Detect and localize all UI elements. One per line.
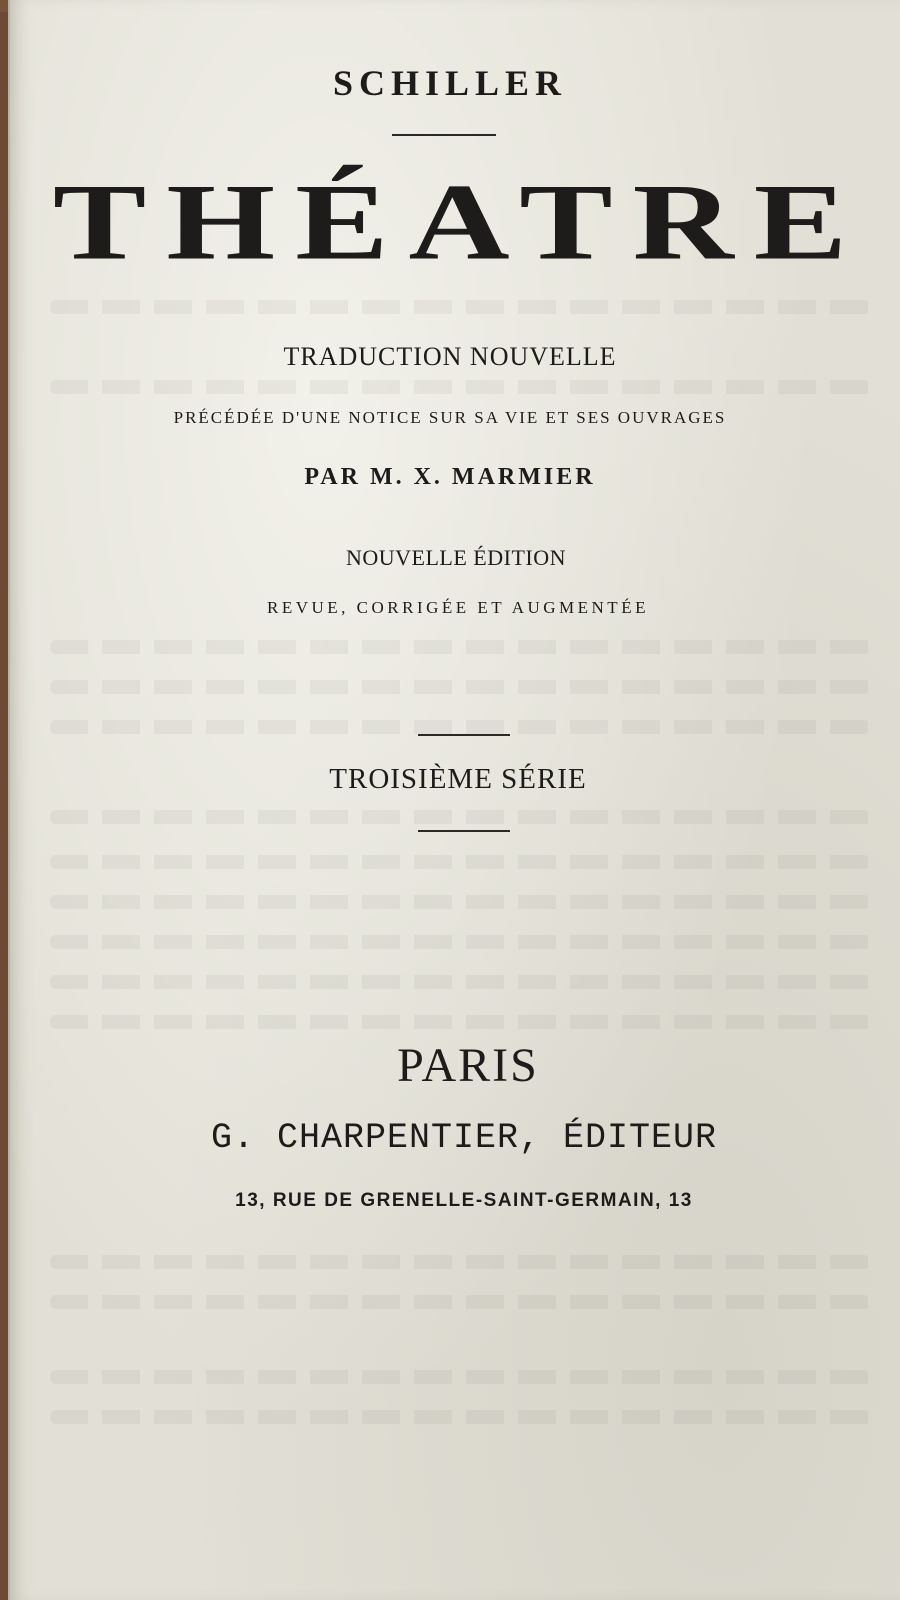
imprint-address: 13, RUE DE GRENELLE-SAINT-GERMAIN, 13 xyxy=(235,1190,693,1211)
show-through-text xyxy=(50,640,870,654)
translator-credit: PAR M. X. MARMIER xyxy=(304,464,596,490)
show-through-text xyxy=(50,895,870,909)
divider-rule xyxy=(418,734,510,736)
show-through-text xyxy=(50,1370,870,1384)
edition-note: REVUE, CORRIGÉE ET AUGMENTÉE xyxy=(267,598,649,617)
imprint-city: PARIS xyxy=(397,1039,539,1092)
show-through-text xyxy=(50,300,870,314)
series-label: TROISIÈME SÉRIE xyxy=(329,763,587,795)
show-through-text xyxy=(50,935,870,949)
edition-statement: NOUVELLE ÉDITION xyxy=(346,545,566,570)
show-through-text xyxy=(50,1015,870,1029)
show-through-text xyxy=(50,680,870,694)
show-through-text xyxy=(50,810,870,824)
subtitle: TRADUCTION NOUVELLE xyxy=(283,342,617,371)
book-title: THÉATRE xyxy=(52,161,868,283)
show-through-text xyxy=(50,720,870,734)
divider-rule xyxy=(392,134,496,136)
author-name: SCHILLER xyxy=(332,63,568,103)
show-through-text xyxy=(50,1295,870,1309)
show-through-text xyxy=(50,380,870,394)
imprint-publisher: G. CHARPENTIER, ÉDITEUR xyxy=(210,1118,718,1158)
show-through-text xyxy=(50,1410,870,1424)
title-page xyxy=(8,0,900,1600)
divider-rule xyxy=(418,830,510,832)
notice-line: PRÉCÉDÉE D'UNE NOTICE SUR SA VIE ET SES OUVRAGES xyxy=(173,408,727,427)
show-through-text xyxy=(50,975,870,989)
show-through-text xyxy=(50,855,870,869)
show-through-text xyxy=(50,1255,870,1269)
